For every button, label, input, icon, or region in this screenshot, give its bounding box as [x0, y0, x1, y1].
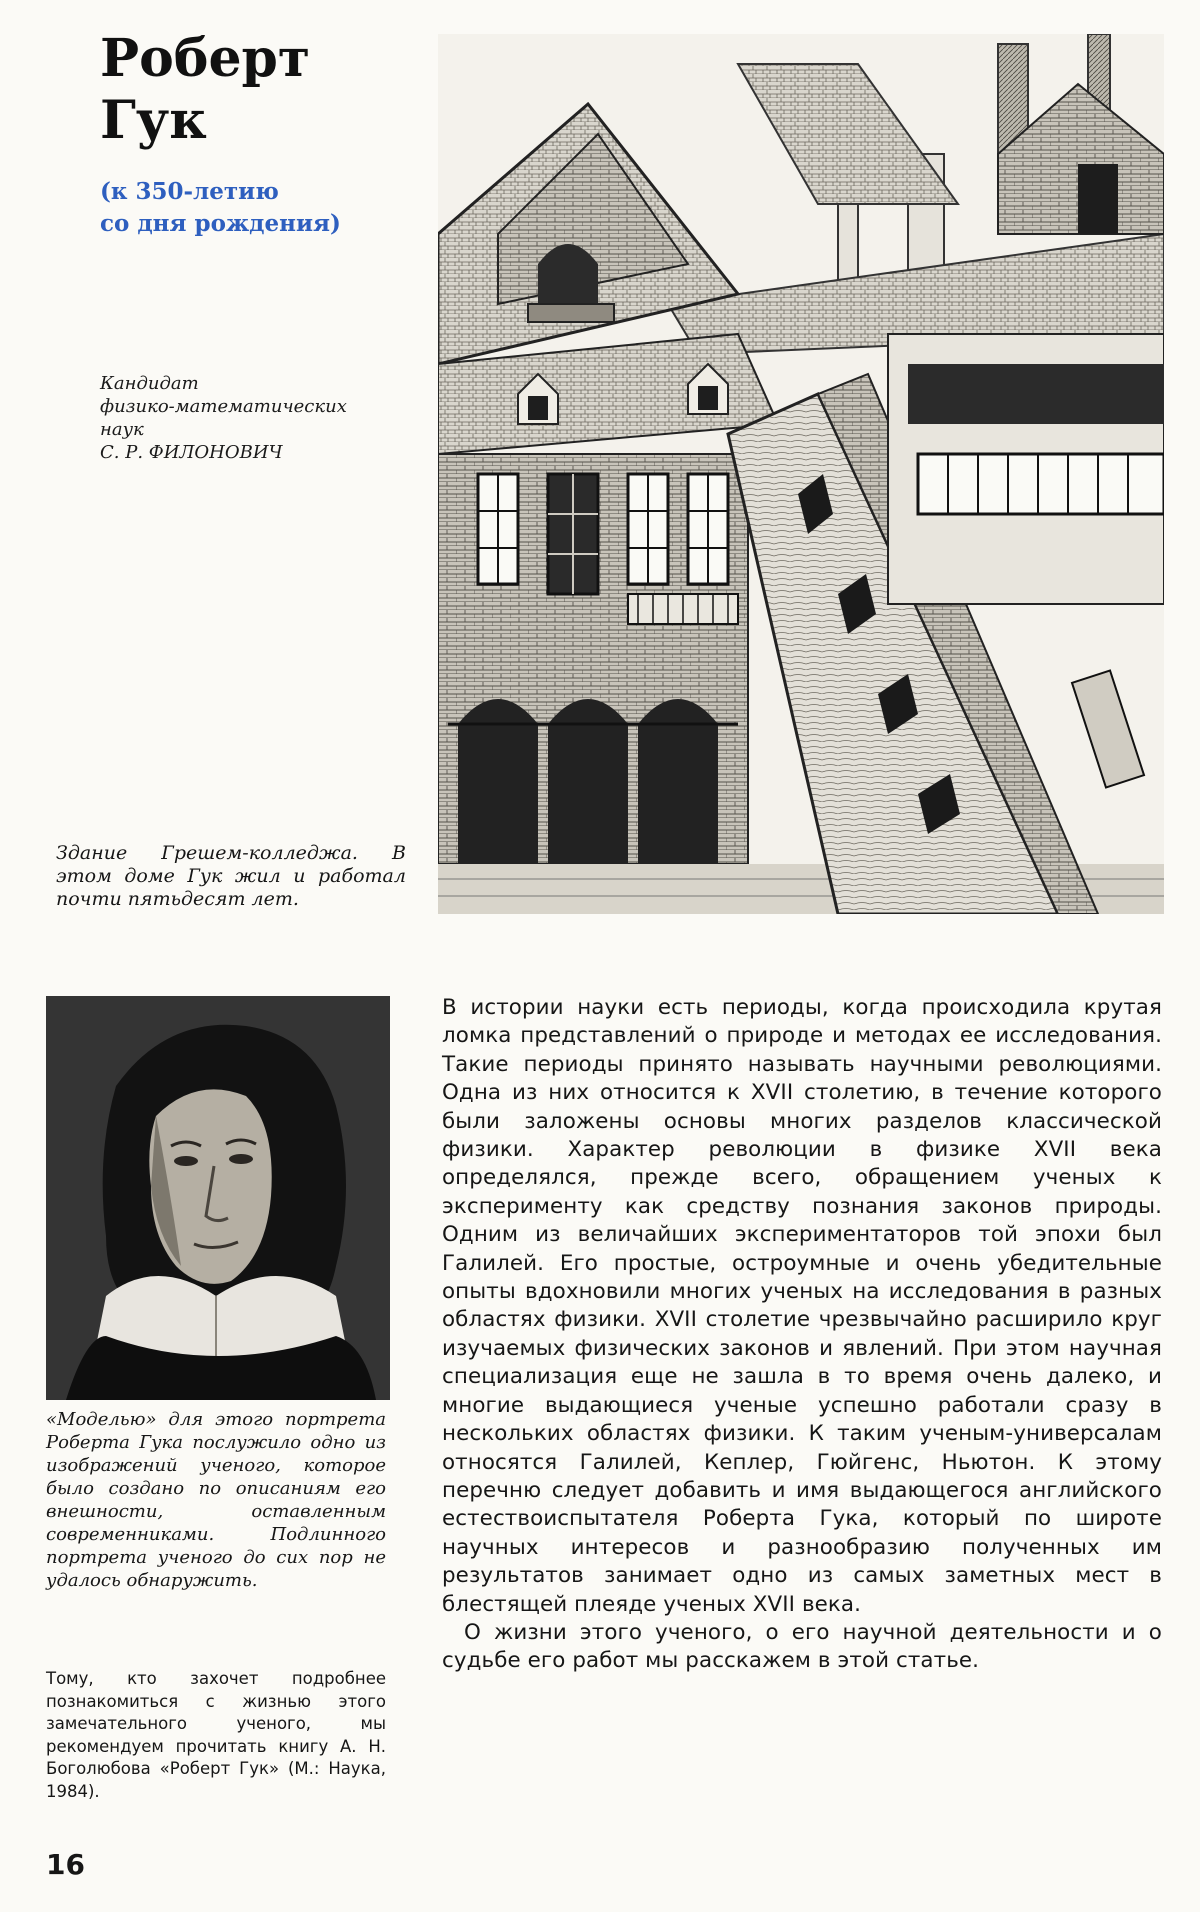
author-byline: [100, 372, 400, 464]
title-line-1: Роберт: [100, 28, 311, 89]
robert-hooke-portrait: [46, 996, 390, 1400]
building-caption: Здание Грешем-колледжа. В этом доме Гук жил и работал почти пятьдесят лет.: [56, 842, 406, 910]
author-name: С. Р. ФИЛОНОВИЧ: [100, 442, 283, 463]
article-subtitle: [100, 176, 400, 240]
article-title: [100, 28, 420, 152]
author-field-suffix: наук: [100, 419, 144, 440]
article-body: [442, 994, 1162, 1676]
page-number: 16: [46, 1848, 85, 1881]
article-paragraph-1: В истории науки есть периоды, когда происходила крутая ломка представлений о природе и методах ее исследования. Такие периоды принято называть научными революциями. Одна из них относится к XVII столетию, в течение которого были заложены основы многих разделов классической физики. Характер революции в физике XVII века определялся, прежде всего, обращением ученых к эксперименту как средству познания законов природы. Одним из величайших экспериментаторов той эпохи был Галилей. Его простые, остроумные и очень убедительные опыты вдохновили многих ученых на исследования в разных областях физики. XVII столетие чрезвычайно расширило круг изучаемых физических законов и явлений. При этом научная специализация еще не зашла в то время очень далеко, и многие выдающиеся ученые успешно работали сразу в нескольких областях физики. К таким ученым-универсалам относятся Галилей, Кеплер, Гюйгенс, Ньютон. К этому перечню следует добавить и имя выдающегося английского естествоиспытателя Роберта Гука, который по широте научных интересов и разнообразию полученных им результатов занимает одно из самых заметных мест в блестящей плеяде ученых XVII века.: [442, 995, 1162, 1617]
portrait-caption: «Моделью» для этого портрета Роберта Гука послужило одно из изображений ученого, которое было создано по описаниям его внешности, оставленным современниками. Подлинного портрета ученого до сих пор не удалось обнаружить.: [46, 1409, 386, 1591]
author-field: физико-математических: [100, 396, 347, 417]
subtitle-line-1: (к 350-летию: [100, 178, 279, 205]
article-paragraph-2: О жизни этого ученого, о его научной деятельности и о судьбе его работ мы расскажем в этой статье.: [442, 1619, 1162, 1674]
reading-recommendation: Тому, кто захочет подробнее познакомиться с жизнью этого замечательного ученого, мы рекомендуем прочитать книгу А. Н. Боголюбова «Роберт Гук» (М.: Наука, 1984).: [46, 1669, 386, 1801]
gresham-college-engraving: [438, 34, 1164, 914]
subtitle-line-2: со дня рождения): [100, 210, 341, 237]
title-line-2: Гук: [100, 90, 207, 151]
author-degree: Кандидат: [100, 373, 199, 394]
